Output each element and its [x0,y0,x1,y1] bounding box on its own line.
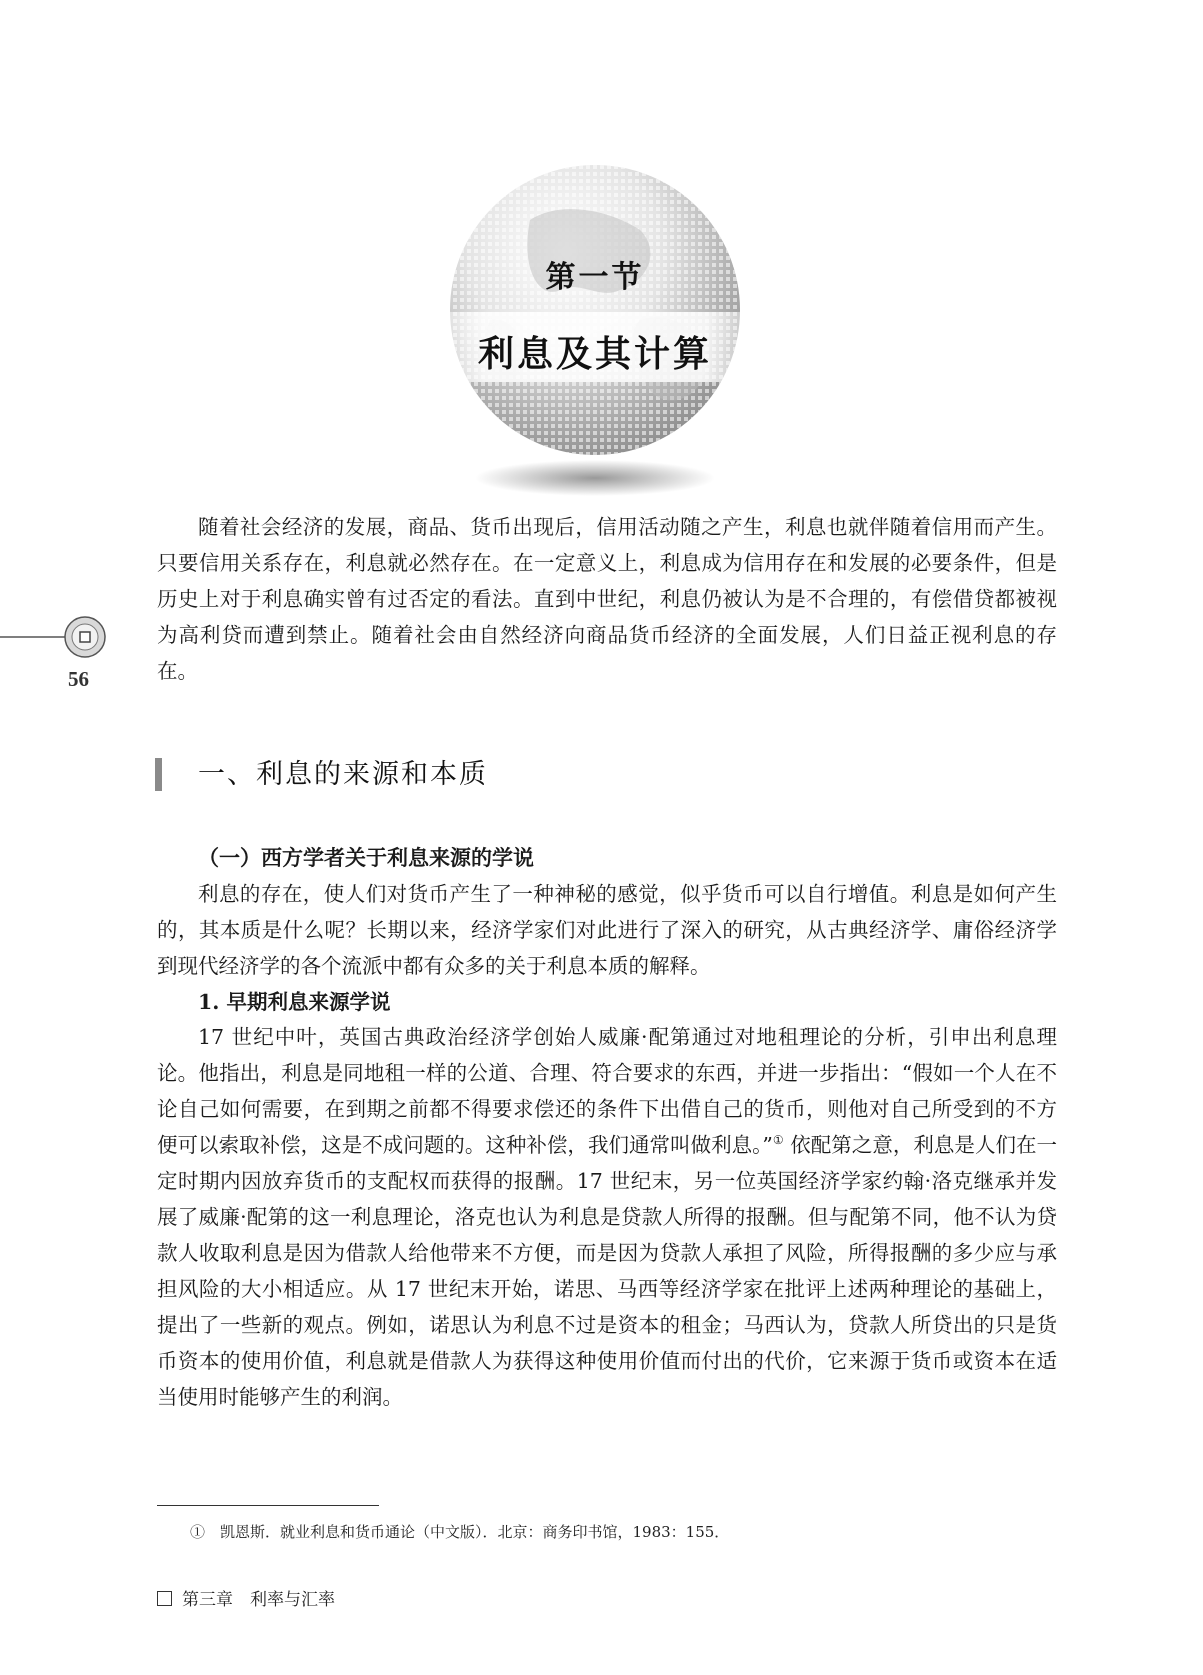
section-number: 第一节 [545,260,645,295]
heading-bar [155,758,162,791]
paragraph-3-part-2: 依配第之意，利息是人们在一定时期内因放弃货币的支配权而获得的报酬。17 世纪末，另一位英国经济学家约翰·洛克继承并发展了威廉·配第的这一利息理论，洛克也认为利息是贷款人所得的报酬。但与配第不同，他不认为贷款人收取利息是因为借款人给他带来不方便，而是因为贷款人承担了风险，所得报酬的多少应与承担风险的大小相适应。从 17 世纪末开始，诺思、马西等经济学家在批评上述两种理论的基础上，提出了一些新的观点。例如，诺思认为利息不过是资本的租金；马西认为，贷款人所贷出的只是货币资本的使用价值，利息就是借款人为获得这种使用价值而付出的代价，它来源于货币或资本在适当使用时能够产生的利润。 [157,1133,1058,1409]
chapter-header-graphic [410,150,780,510]
page-number: 56 [68,667,89,691]
paragraph-3-part-1: 17 世纪中叶，英国古典政治经济学创始人威廉·配第通过对地租理论的分析，引申出利息理论。他指出，利息是同地租一样的公道、合理、符合要求的东西，并进一步指出：“假如一个人在不论自己如何需要，在到期之前都不得要求偿还的条件下出借自己的货币，则他对自己所受到的不方便可以索取补偿，这是不成问题的。这种补偿，我们通常叫做利息。” [157,1025,1057,1157]
section-title: 利息及其计算 [477,333,712,375]
paragraph-3 [157,1019,1057,1415]
heading-level-1: 一、利息的来源和本质 [198,759,488,790]
footnote-marker: ① [772,1133,784,1148]
paragraph-2: 利息的存在，使人们对货币产生了一种神秘的感觉，似乎货币可以自行增值。利息是如何产生的，其本质是什么呢？长期以来，经济学家们对此进行了深入的研究，从古典经济学、庸俗经济学到现代经济学的各个流派中都有众多的关于利息本质的解释。 [157,882,1057,978]
square-icon [157,1591,172,1606]
running-footer [157,1585,335,1610]
footnote: ① 凯恩斯．就业利息和货币通论（中文版）．北京：商务印书馆，1983：155． [190,1523,730,1541]
footnote-rule [157,1505,379,1506]
page-marker-icon [0,612,110,662]
footer-chapter-title: 第三章 利率与汇率 [182,1590,335,1610]
heading-level-2: （一）西方学者关于利息来源的学说 [198,845,534,870]
intro-paragraph: 随着社会经济的发展，商品、货币出现后，信用活动随之产生，利息也就伴随着信用而产生。只要信用关系存在，利息就必然存在。在一定意义上，利息成为信用存在和发展的必要条件，但是历史上对于利息确实曾有过否定的看法。直到中世纪，利息仍被认为是不合理的，有偿借贷都被视为高利贷而遭到禁止。随着社会由自然经济向商品货币经济的全面发展，人们日益正视利息的存在。 [157,515,1057,683]
heading-level-3: 1. 早期利息来源学说 [198,990,391,1014]
